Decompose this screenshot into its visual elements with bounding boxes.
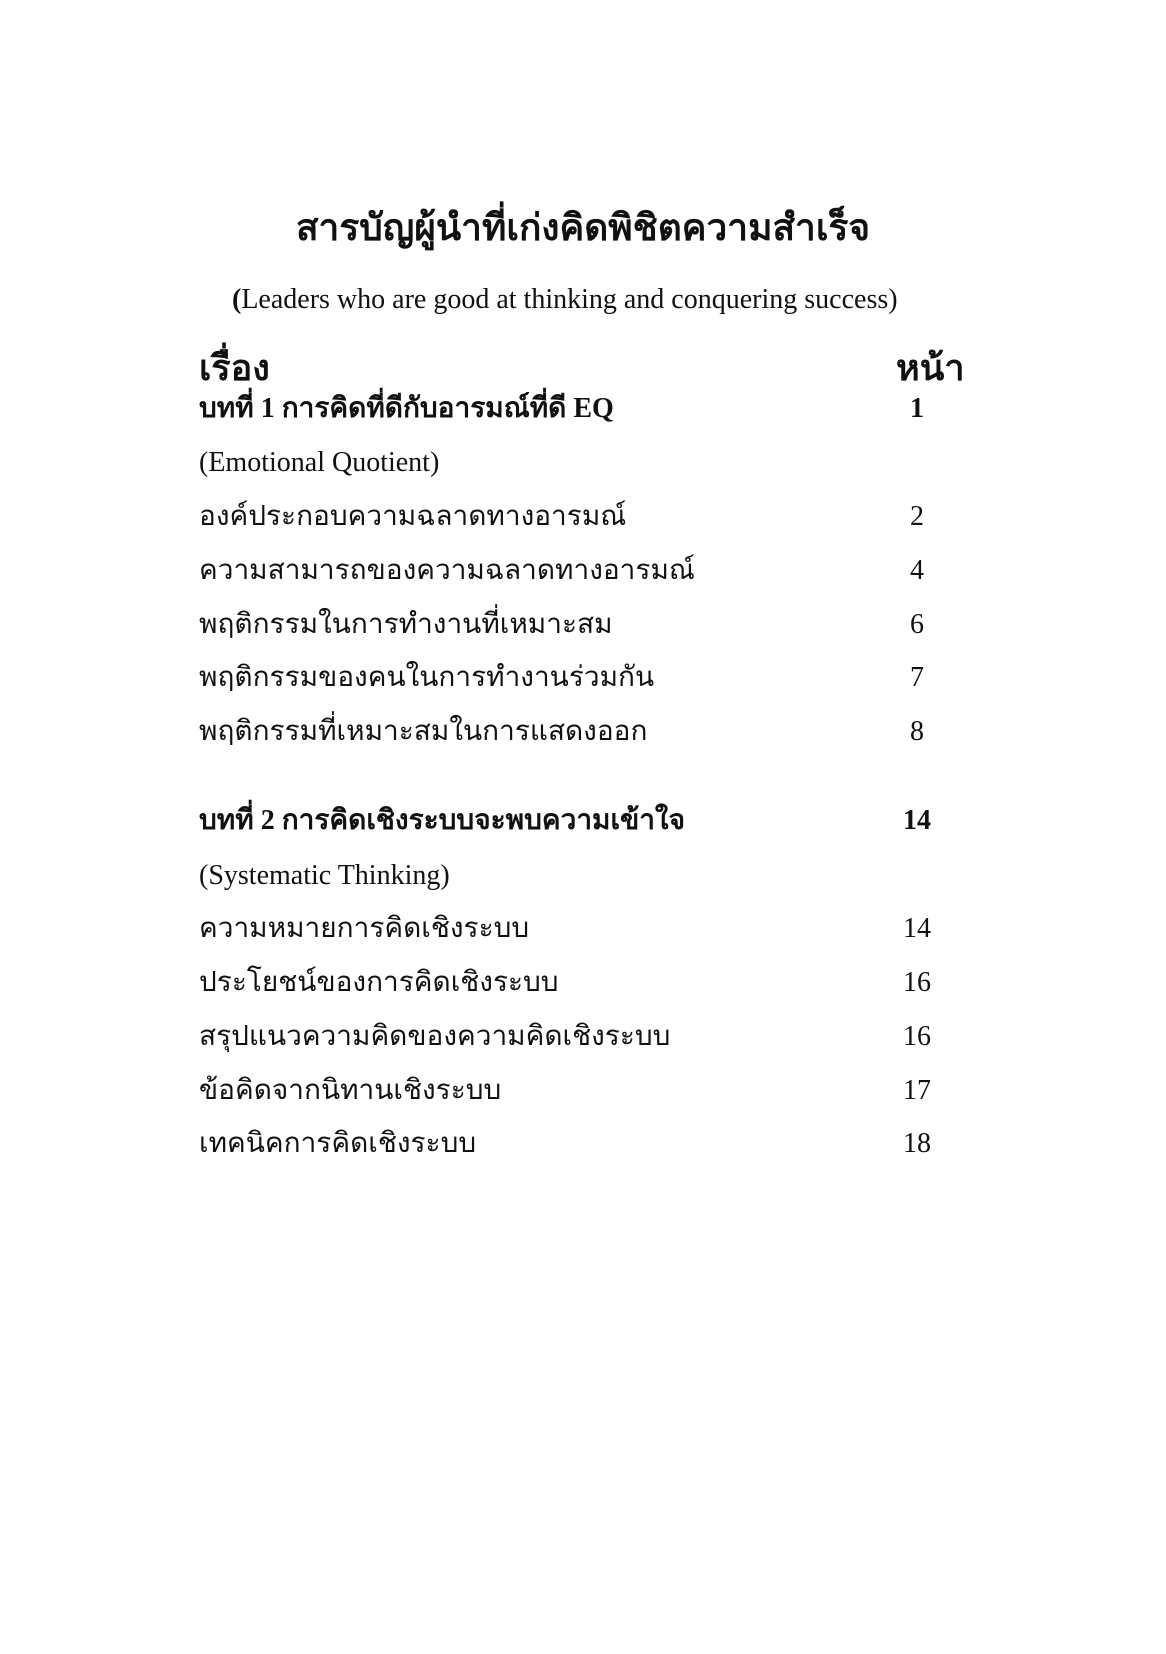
toc-entry (199, 605, 951, 645)
toc-entry-label: ความสามารถของความฉลาดทางอารมณ์ (199, 555, 695, 586)
subtitle-open-paren: ( (232, 284, 242, 315)
toc-entry-label: พฤติกรรมที่เหมาะสมในการแสดงออก (199, 716, 648, 747)
toc-entry-page: 6 (910, 609, 924, 640)
page-title: สารบัญผู้นำที่เก่งคิดพิชิตความสำเร็จ (295, 208, 871, 249)
toc-entry (199, 497, 951, 537)
toc-entry-page: 14 (903, 805, 931, 836)
toc-entry-page: 4 (910, 555, 924, 586)
toc-entry (199, 909, 951, 949)
toc-entry-page: 14 (903, 913, 931, 944)
toc-entry-page: 17 (903, 1075, 931, 1106)
toc-entry-label: ข้อคิดจากนิทานเชิงระบบ (199, 1075, 502, 1106)
toc-chapter-2-subtitle (199, 856, 951, 896)
toc-entry (199, 1071, 951, 1111)
toc-entry-label: องค์ประกอบความฉลาดทางอารมณ์ (199, 501, 627, 532)
toc-chapter-1-subtitle (199, 443, 951, 483)
toc-entry-page: 18 (903, 1128, 931, 1159)
toc-entry-page: 8 (910, 716, 924, 747)
toc-entry (199, 963, 951, 1003)
toc-entry-page: 7 (910, 662, 924, 693)
toc-entry-page: 1 (910, 393, 924, 424)
toc-entry-page: 2 (910, 501, 924, 532)
toc-entry-label: พฤติกรรมในการทำงานที่เหมาะสม (199, 609, 613, 640)
toc-entry-page: 16 (903, 967, 931, 998)
page-column-header: หน้า (896, 348, 965, 388)
toc-entry (199, 1124, 951, 1164)
toc-entry (199, 658, 951, 698)
topic-column-header: เรื่อง (199, 348, 270, 388)
toc-chapter-1 (199, 389, 951, 429)
toc-entry-label: ประโยชน์ของการคิดเชิงระบบ (199, 967, 559, 998)
toc-entry-label: สรุปแนวความคิดของความคิดเชิงระบบ (199, 1021, 671, 1052)
toc-entry-label: (Systematic Thinking) (199, 860, 450, 891)
toc-entry (199, 1017, 951, 1057)
toc-entry-label: (Emotional Quotient) (199, 447, 440, 478)
page-subtitle (232, 282, 898, 318)
toc-chapter-2 (199, 801, 951, 841)
subtitle-text: Leaders who are good at thinking and conquering success) (241, 284, 898, 315)
toc-entry-page: 16 (903, 1021, 931, 1052)
toc-entry-label: บทที่ 1 การคิดที่ดีกับอารมณ์ที่ดี EQ (199, 393, 614, 424)
toc-entry-label: ความหมายการคิดเชิงระบบ (199, 913, 530, 944)
toc-entry-label: บทที่ 2 การคิดเชิงระบบจะพบความเข้าใจ (199, 805, 686, 836)
toc-entry (199, 551, 951, 591)
toc-entry-label: เทคนิคการคิดเชิงระบบ (199, 1128, 477, 1159)
toc-entry (199, 712, 951, 752)
toc-entry-label: พฤติกรรมของคนในการทำงานร่วมกัน (199, 662, 655, 693)
